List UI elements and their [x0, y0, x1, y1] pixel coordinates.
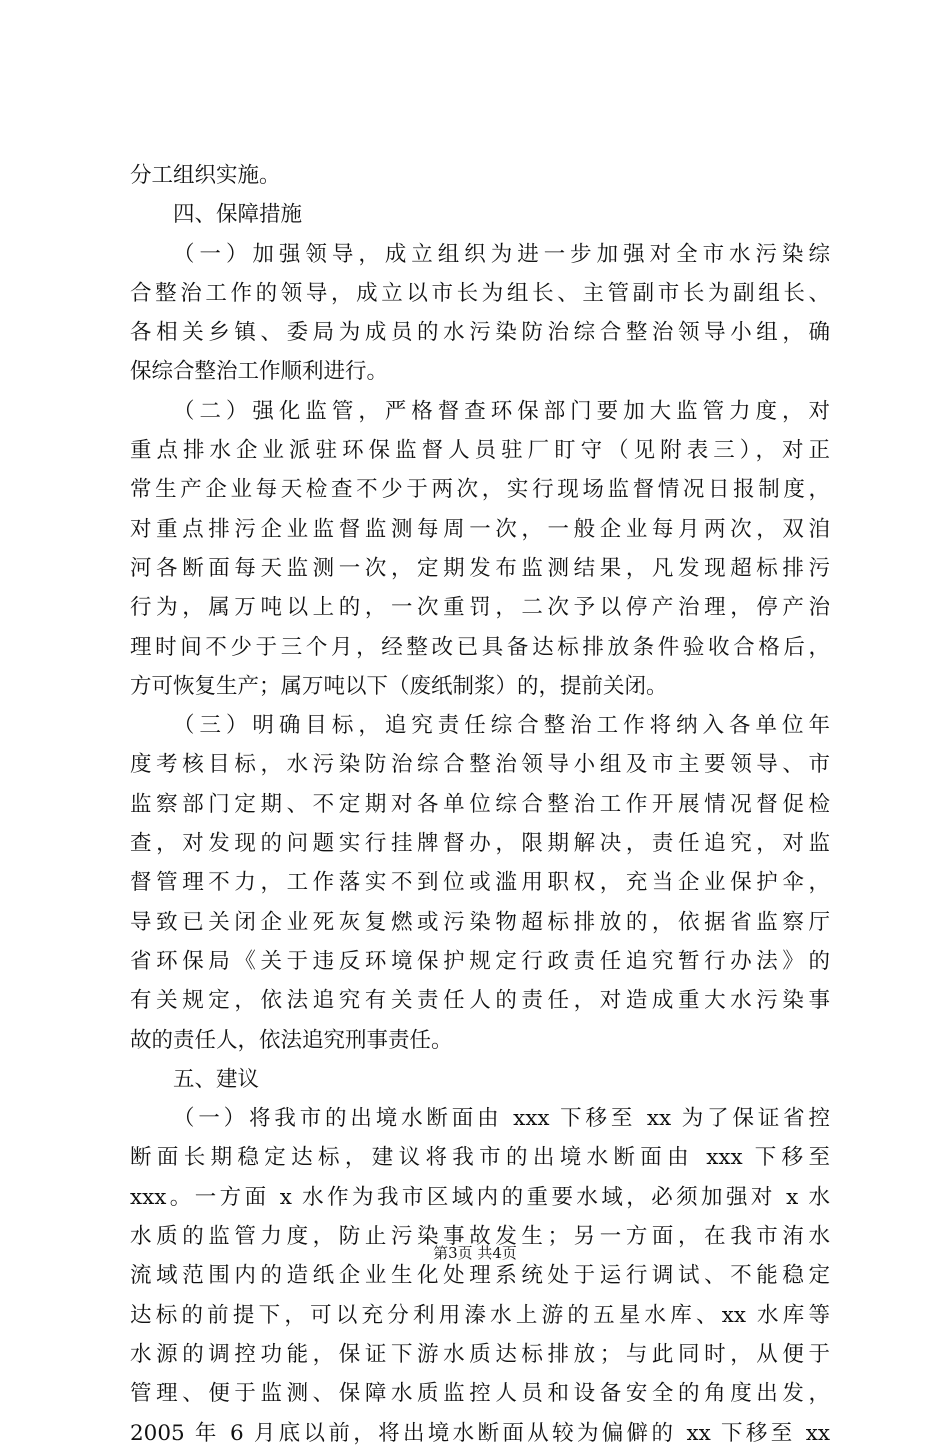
text-line: 监察部门定期、不定期对各单位综合整治工作开展情况督促检: [130, 791, 830, 817]
text-line: 断面长期稳定达标，建议将我市的出境水断面由 xxx 下移至: [130, 1145, 830, 1171]
text-line: 常生产企业每天检查不少于两次，实行现场监督情况日报制度，: [130, 477, 830, 503]
text-line: （一）将我市的出境水断面由 xxx 下移至 xx 为了保证省控: [173, 1106, 830, 1132]
text-line: 导致已关闭企业死灰复燃或污染物超标排放的，依据省监察厅: [130, 909, 830, 935]
text-line: 河各断面每天监测一次，定期发布监测结果，凡发现超标排污: [130, 555, 830, 581]
text-line: 度考核目标，水污染防治综合整治领导小组及市主要领导、市: [130, 752, 830, 778]
text-line: 2005 年 6 月底以前，将出境水断面从较为偏僻的 xx 下移至 xx: [130, 1420, 830, 1446]
text-line: 水源的调控功能，保证下游水质达标排放；与此同时，从便于: [130, 1341, 830, 1367]
text-line: （一）加强领导，成立组织为进一步加强对全市水污染综: [173, 241, 830, 267]
text-line: 督管理不力，工作落实不到位或滥用职权，充当企业保护伞，: [130, 870, 830, 896]
text-line: 五、建议: [173, 1066, 260, 1092]
text-line: 管理、便于监测、保障水质监控人员和设备安全的角度出发，: [130, 1381, 830, 1407]
text-line: 查，对发现的问题实行挂牌督办，限期解决，责任追究，对监: [130, 831, 830, 857]
text-line: 省环保局《关于违反环境保护规定行政责任追究暂行办法》的: [130, 948, 830, 974]
text-line: 水质的监管力度，防止污染事故发生；另一方面，在我市洧水: [130, 1224, 830, 1250]
text-line: 达标的前提下，可以充分利用溱水上游的五星水库、xx 水库等: [130, 1302, 830, 1328]
text-line: 对重点排污企业监督监测每周一次，一般企业每月两次，双洎: [130, 516, 830, 542]
text-line: 保综合整治工作顺利进行。: [130, 359, 389, 385]
text-line: 理时间不少于三个月，经整改已具备达标排放条件验收合格后，: [130, 634, 830, 660]
text-line: 有关规定，依法追究有关责任人的责任，对造成重大水污染事: [130, 988, 830, 1014]
text-line: 故的责任人，依法追究刑事责任。: [130, 1027, 453, 1053]
text-line: 分工组织实施。: [130, 163, 281, 188]
text-line: 各相关乡镇、委局为成员的水污染防治综合整治领导小组，确: [130, 320, 830, 346]
text-line: 方可恢复生产；属万吨以下（废纸制浆）的，提前关闭。: [130, 673, 668, 699]
text-line: （二）强化监管，严格督查环保部门要加大监管力度，对: [173, 398, 830, 424]
text-line: xxx。一方面 x 水作为我市区域内的重要水域，必须加强对 x 水: [130, 1184, 830, 1210]
text-line: 行为，属万吨以上的，一次重罚，二次予以停产治理，停产治: [130, 595, 830, 621]
text-line: 四、保障措施: [173, 202, 303, 228]
page-footer: 第3页 共4页: [433, 1244, 517, 1262]
text-line: 流域范围内的造纸企业生化处理系统处于运行调试、不能稳定: [130, 1263, 830, 1289]
text-line: 重点排水企业派驻环保监督人员驻厂盯守（见附表三），对正: [130, 438, 830, 464]
text-line: 合整治工作的领导，成立以市长为组长、主管副市长为副组长、: [130, 280, 830, 306]
text-line: （三）明确目标，追究责任综合整治工作将纳入各单位年: [173, 713, 830, 739]
